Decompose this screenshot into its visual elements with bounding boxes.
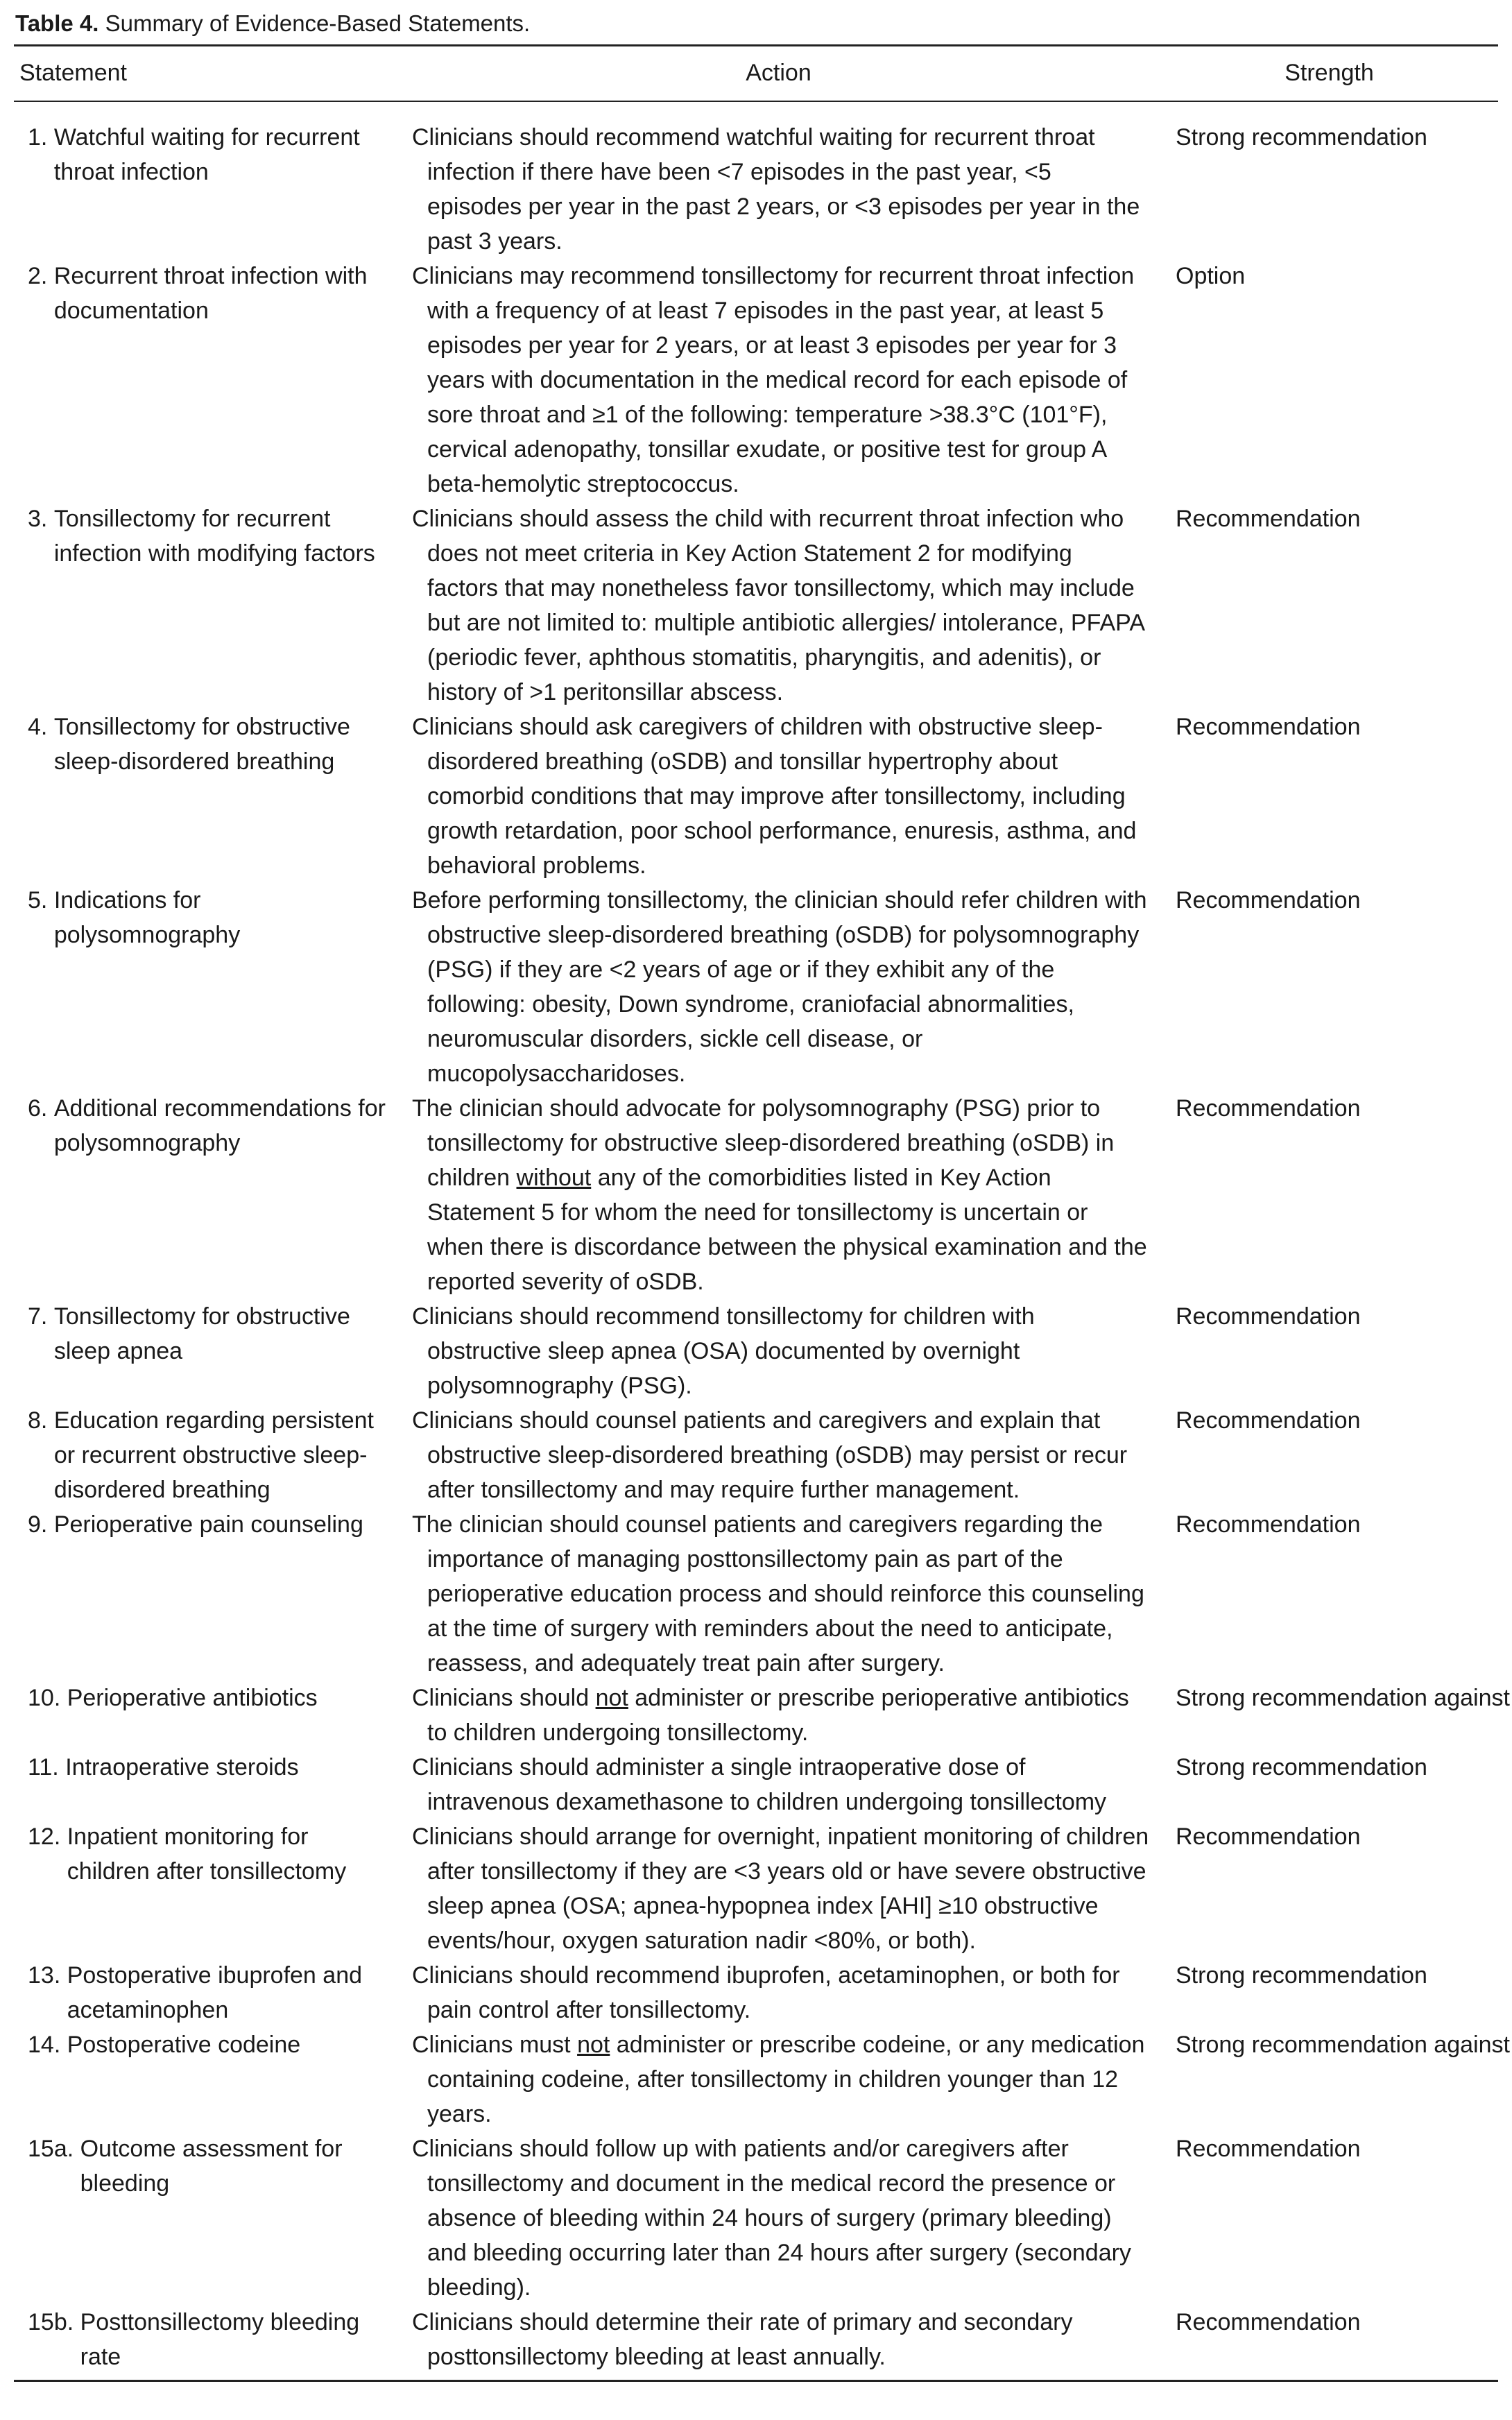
statement-cell [14, 2305, 397, 2380]
statement-number: 11. [28, 1754, 66, 1780]
table-row [14, 883, 1498, 1091]
table-row [14, 101, 1498, 259]
table-row [14, 1958, 1498, 2027]
statement-text: Watchful waiting for recurrent throat infection [53, 124, 360, 185]
statement-text: Outcome assessment for bleeding [80, 2136, 343, 2197]
strength-text: Recommendation [1176, 714, 1361, 740]
statement-number: 13. [28, 1962, 67, 1989]
action-cell [397, 2305, 1160, 2380]
strength-text: Recommendation [1176, 1407, 1361, 1434]
strength-text: Strong recommendation against [1176, 2032, 1510, 2058]
table-row [14, 1507, 1498, 1681]
strength-cell [1160, 101, 1498, 259]
action-cell [397, 2131, 1160, 2305]
statement-text: Posttonsillectomy bleeding rate [80, 2309, 360, 2370]
statement-text: Education regarding persistent or recurrent obstructive sleep-disordered breathing [53, 1407, 374, 1503]
statement-text: Additional recommendations for polysomnography [53, 1095, 386, 1156]
strength-cell [1160, 1750, 1498, 1819]
action-text-part: The clinician should advocate for polysomnography (PSG) prior to tonsillectomy for obstructive sleep-disordered breathing (oSDB) in children [412, 1095, 1115, 1191]
statement-cell [14, 501, 397, 710]
strength-cell [1160, 1403, 1498, 1507]
statement-cell [14, 2131, 397, 2305]
table-row [14, 1750, 1498, 1819]
statement-cell [14, 710, 397, 883]
strength-cell [1160, 2027, 1510, 2131]
action-emphasis: without [516, 1165, 592, 1191]
action-cell [397, 1958, 1160, 2027]
action-cell [397, 710, 1160, 883]
table-caption-title: Summary of Evidence-Based Statements. [105, 10, 531, 36]
action-cell [397, 101, 1160, 259]
statement-cell [14, 1819, 397, 1958]
statement-cell [14, 1750, 397, 1819]
action-text: Clinicians should ask caregivers of children with obstructive sleep-disordered breathing (oSDB) and tonsillar hypertrophy about comorbid conditions that may improve after tonsillectomy, including growth retardation, poor school performance, enuresis, asthma, and behavioral problems. [412, 714, 1137, 879]
header-statement: Statement [19, 60, 127, 86]
strength-text: Strong recommendation [1176, 1754, 1427, 1780]
action-cell [397, 501, 1160, 710]
action-cell [397, 1819, 1160, 1958]
statement-number: 14. [28, 2032, 67, 2058]
action-text: Clinicians should recommend tonsillectomy for children with obstructive sleep apnea (OSA) documented by overnight polysomnography (PSG). [412, 1303, 1035, 1399]
table-row [14, 259, 1498, 501]
statement-number: 9. [28, 1511, 54, 1538]
statement-text: Tonsillectomy for recurrent infection with modifying factors [53, 506, 375, 567]
table-row [14, 710, 1498, 883]
strength-cell [1160, 883, 1498, 1091]
action-text-part: Clinicians should [412, 1685, 596, 1711]
action-emphasis: not [577, 2032, 610, 2058]
action-text-part: administer or prescribe codeine, or any medication containing codeine, after tonsillectomy in children younger than 12 years. [427, 2032, 1145, 2127]
statement-text: Postoperative ibuprofen and acetaminophen [67, 1962, 363, 2023]
action-text: Clinicians should determine their rate of primary and secondary posttonsillectomy bleeding at least annually. [412, 2309, 1073, 2370]
strength-cell [1160, 1819, 1498, 1958]
strength-text: Recommendation [1176, 1823, 1361, 1850]
action-text [397, 2027, 1160, 2131]
table-row [14, 1091, 1498, 1299]
strength-cell [1160, 1958, 1498, 2027]
table-row [14, 1403, 1498, 1507]
statement-number: 7. [28, 1303, 54, 1330]
statement-number: 5. [28, 887, 54, 913]
strength-cell [1160, 710, 1498, 883]
table-row [14, 501, 1498, 710]
action-text-part: Clinicians must [412, 2032, 578, 2058]
strength-text: Recommendation [1176, 2309, 1361, 2335]
table-row [14, 2131, 1498, 2305]
statement-cell [14, 1681, 397, 1750]
evidence-statements-table [14, 46, 1510, 2380]
action-text: Clinicians should follow up with patients and/or caregivers after tonsillectomy and document in the medical record the presence or absence of bleeding within 24 hours of surgery (primary bleeding) and bleeding occurring later than 24 hours after surgery (secondary bleeding). [412, 2136, 1131, 2301]
strength-text: Strong recommendation [1176, 1962, 1427, 1989]
statement-text: Perioperative antibiotics [67, 1685, 318, 1711]
statement-cell [14, 1403, 397, 1507]
table-row [14, 1819, 1498, 1958]
strength-text: Strong recommendation [1176, 124, 1427, 151]
strength-text: Option [1176, 263, 1246, 289]
statement-number: 15b. [28, 2309, 80, 2335]
action-text: Before performing tonsillectomy, the clinician should refer children with obstructive sleep-disordered breathing (oSDB) for polysomnography (PSG) if they are <2 years of age or if they exhibit any of the following: obesity, Down syndrome, craniofacial abnormalities, neuromuscular disorders, sickle cell disease, or mucopolysaccharidoses. [412, 887, 1147, 1087]
table-caption-label: Table 4. [15, 10, 99, 36]
statement-text: Indications for polysomnography [53, 887, 241, 948]
strength-text: Recommendation [1176, 1095, 1361, 1122]
action-cell [397, 1507, 1160, 1681]
action-text-part: administer or prescribe perioperative antibiotics to children undergoing tonsillectomy. [427, 1685, 1129, 1746]
statement-number: 10. [28, 1685, 67, 1711]
strength-text: Recommendation [1176, 1303, 1361, 1330]
statement-text: Intraoperative steroids [65, 1754, 299, 1780]
strength-cell [1160, 2131, 1498, 2305]
header-strength: Strength [1285, 60, 1374, 86]
statement-number: 3. [28, 506, 54, 532]
strength-text: Recommendation [1176, 2136, 1361, 2162]
statement-cell [14, 2027, 397, 2131]
statement-cell [14, 1507, 397, 1681]
table-bottom-rule [14, 2380, 1498, 2382]
action-text-part: any of the comorbidities listed in Key Action Statement 5 for whom the need for tonsillectomy is uncertain or when there is discordance between the physical examination and the reported severity of oSDB. [427, 1165, 1147, 1295]
statement-text: Tonsillectomy for obstructive sleep apnea [53, 1303, 350, 1364]
strength-cell [1160, 259, 1498, 501]
action-emphasis: not [595, 1685, 628, 1711]
statement-number: 1. [28, 124, 54, 151]
strength-cell [1160, 1507, 1498, 1681]
strength-text: Recommendation [1176, 506, 1361, 532]
statement-number: 12. [28, 1823, 67, 1850]
action-cell [397, 1750, 1160, 1819]
action-text: Clinicians should administer a single intraoperative dose of intravenous dexamethasone to children undergoing tonsillectomy [412, 1754, 1107, 1815]
statement-cell [14, 259, 397, 501]
strength-text: Recommendation [1176, 1511, 1361, 1538]
action-text: Clinicians should arrange for overnight, inpatient monitoring of children after tonsillectomy if they are <3 years old or have severe obstructive sleep apnea (OSA; apnea-hypopnea index [AHI] ≥10 obstructive events/hour, oxygen saturation nadir <80%, or both). [412, 1823, 1149, 1954]
action-text [397, 1091, 1160, 1299]
strength-cell [1160, 501, 1498, 710]
statement-cell [14, 101, 397, 259]
action-cell [397, 1091, 1160, 1299]
statement-number: 6. [28, 1095, 54, 1122]
statement-cell [14, 1091, 397, 1299]
statement-text: Inpatient monitoring for children after tonsillectomy [67, 1823, 347, 1885]
statement-cell [14, 1299, 397, 1403]
table-caption [15, 7, 1498, 40]
action-text: Clinicians should recommend watchful waiting for recurrent throat infection if there have been <7 episodes in the past year, <5 episodes per year in the past 2 years, or <3 episodes per year in the past 3 years. [412, 124, 1140, 255]
strength-text: Recommendation [1176, 887, 1361, 913]
action-cell [397, 1403, 1160, 1507]
table-row [14, 1299, 1498, 1403]
header-action: Action [746, 60, 811, 86]
action-text [397, 1681, 1160, 1750]
table-header-row [14, 46, 1498, 101]
statement-cell [14, 883, 397, 1091]
table-row [14, 1681, 1498, 1750]
action-text: Clinicians should counsel patients and caregivers and explain that obstructive sleep-disordered breathing (oSDB) may persist or recur after tonsillectomy and may require further management. [412, 1407, 1128, 1503]
table-body [14, 101, 1510, 2380]
action-cell [397, 1299, 1160, 1403]
action-text: Clinicians may recommend tonsillectomy for recurrent throat infection with a frequency of at least 7 episodes in the past year, at least 5 episodes per year for 2 years, or at least 3 episodes per year for 3 years with documentation in the medical record for each episode of sore throat and ≥1 of the following: temperature >38.3°C (101°F), cervical adenopathy, tonsillar exudate, or positive test for group A beta-hemolytic streptococcus. [412, 263, 1135, 497]
strength-text: Strong recommendation against [1176, 1685, 1510, 1711]
action-text: The clinician should counsel patients and caregivers regarding the importance of managing posttonsillectomy pain as part of the perioperative education process and should reinforce this counseling at the time of surgery with reminders about the need to anticipate, reassess, and adequately treat pain after surgery. [412, 1511, 1144, 1676]
statement-text: Tonsillectomy for obstructive sleep-disordered breathing [53, 714, 350, 775]
strength-cell [1160, 1091, 1498, 1299]
action-cell [397, 883, 1160, 1091]
strength-cell [1160, 1681, 1510, 1750]
statement-number: 8. [28, 1407, 54, 1434]
statement-number: 4. [28, 714, 54, 740]
statement-number: 15a. [28, 2136, 80, 2162]
action-cell [397, 259, 1160, 501]
action-text: Clinicians should recommend ibuprofen, acetaminophen, or both for pain control after tonsillectomy. [412, 1962, 1120, 2023]
statement-cell [14, 1958, 397, 2027]
table-row [14, 2027, 1498, 2131]
action-cell [397, 2027, 1160, 2131]
statement-text: Perioperative pain counseling [53, 1511, 363, 1538]
statement-text: Recurrent throat infection with documentation [53, 263, 368, 324]
action-cell [397, 1681, 1160, 1750]
action-text: Clinicians should assess the child with recurrent throat infection who does not meet criteria in Key Action Statement 2 for modifying factors that may nonetheless favor tonsillectomy, which may include but are not limited to: multiple antibiotic allergies/ intolerance, PFAPA (periodic fever, aphthous stomatitis, pharyngitis, and adenitis), or history of >1 peritonsillar abscess. [412, 506, 1144, 705]
table-row [14, 2305, 1498, 2380]
statement-text: Postoperative codeine [67, 2032, 301, 2058]
strength-cell [1160, 1299, 1498, 1403]
statement-number: 2. [28, 263, 54, 289]
strength-cell [1160, 2305, 1498, 2380]
